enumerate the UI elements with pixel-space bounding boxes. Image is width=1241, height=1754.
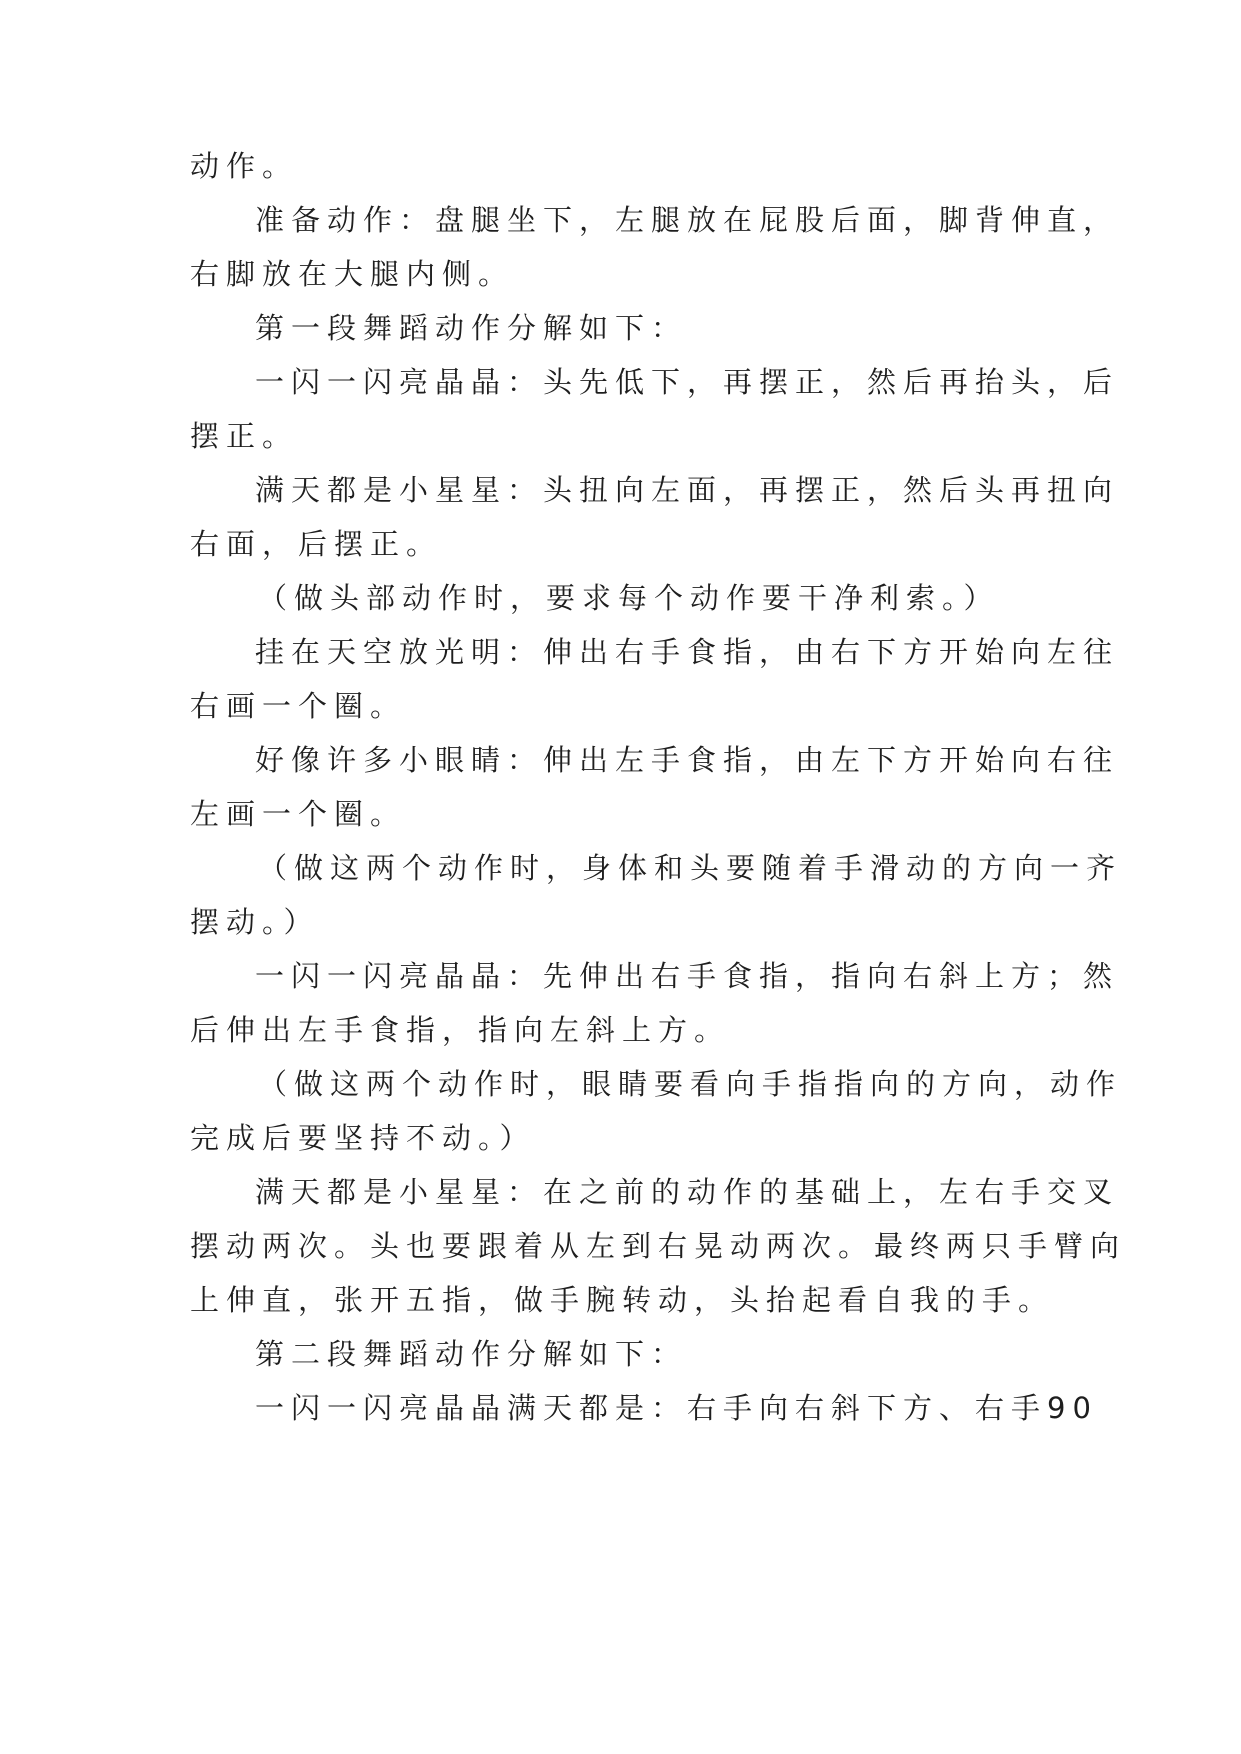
text-line: 一闪一闪亮晶晶满天都是：右手向右斜下方、右手90 — [255, 1391, 1098, 1425]
text-line: 上伸直，张开五指，做手腕转动，头抬起看自我的手。 — [190, 1283, 1055, 1317]
text-line: 摆动两次。头也要跟着从左到右晃动两次。最终两只手臂向 — [190, 1229, 1127, 1263]
text-line: 后伸出左手食指，指向左斜上方。 — [190, 1013, 731, 1047]
text-line: 摆正。 — [190, 419, 299, 453]
text-line: 一闪一闪亮晶晶：先伸出右手食指，指向右斜上方；然 — [255, 959, 1120, 993]
text-line: 一闪一闪亮晶晶：头先低下，再摆正，然后再抬头，后 — [255, 365, 1120, 399]
text-line: 右画一个圈。 — [190, 689, 407, 723]
text-line: 动作。 — [190, 149, 299, 183]
text-line: 右脚放在大腿内侧。 — [190, 257, 515, 291]
section-heading: 第一段舞蹈动作分解如下： — [255, 311, 688, 345]
text-line: （做头部动作时，要求每个动作要干净利索。） — [258, 581, 1000, 615]
text-line: （做这两个动作时，眼睛要看向手指指向的方向，动作 — [258, 1067, 1123, 1101]
text-line: 满天都是小星星：在之前的动作的基础上，左右手交叉 — [255, 1175, 1120, 1209]
section-heading: 第二段舞蹈动作分解如下： — [255, 1337, 688, 1371]
text-line: 挂在天空放光明：伸出右手食指，由右下方开始向左往 — [255, 635, 1120, 669]
text-line: 准备动作：盘腿坐下，左腿放在屁股后面，脚背伸直， — [255, 203, 1120, 237]
text-line: 满天都是小星星：头扭向左面，再摆正，然后头再扭向 — [255, 473, 1120, 507]
text-line: 右面，后摆正。 — [190, 527, 443, 561]
text-line: 完成后要坚持不动。） — [190, 1121, 536, 1155]
text-line: 好像许多小眼睛：伸出左手食指，由左下方开始向右往 — [255, 743, 1120, 777]
text-line: （做这两个动作时，身体和头要随着手滑动的方向一齐 — [258, 851, 1123, 885]
text-line: 左画一个圈。 — [190, 797, 407, 831]
text-line: 摆动。） — [190, 905, 320, 939]
